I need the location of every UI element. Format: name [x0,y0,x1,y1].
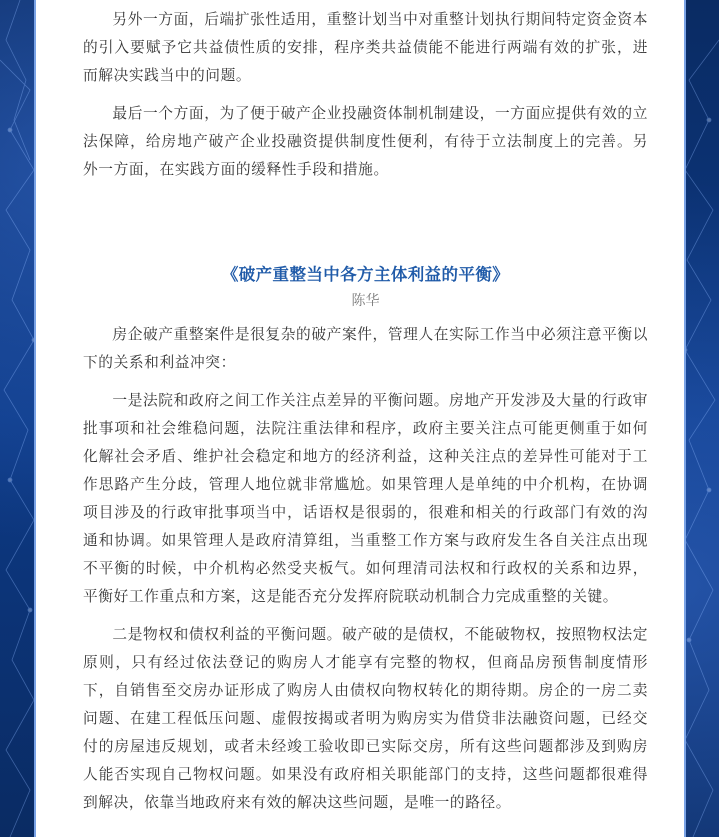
section-2 [83,262,648,817]
paragraph: 最后一个方面，为了便于破产企业投融资体制机制建设，一方面应提供有效的立法保障，给房地产破产企业投融资提供制度性便利，有待于立法制度上的完善。另外一方面，在实践方面的缓释性手段和措施。 [83,105,648,178]
paragraph: 另外一方面，后端扩张性适用，重整计划当中对重整计划执行期间特定资金资本的引入要赋予它共益债性质的安排，程序类共益债能不能进行两端有效的扩张，进而解决实践当中的问题。 [83,11,648,84]
article-paper [34,0,686,837]
section-1 [83,6,648,184]
paragraph: 二是物权和债权利益的平衡问题。破产破的是债权，不能破物权，按照物权法定原则，只有经过依法登记的购房人才能享有完整的物权，但商品房预售制度情形下，自销售至交房办证形成了购房人由债权向物权转化的期待期。房企的一房二卖问题、在建工程低压问题、虚假按揭或者明为购房实为借贷非法融资问题，已经交付的房屋违反规划，或者未经竣工验收即已实际交房，所有这些问题都涉及到购房人能否实现自己物权问题。如果没有政府相关职能部门的支持，这些问题都很难得到解决，依靠当地政府来有效的解决这些问题，是唯一的路径。 [83,626,648,811]
paragraph: 房企破产重整案件是很复杂的破产案件，管理人在实际工作当中必须注意平衡以下的关系和利益冲突： [83,326,648,371]
section-title: 《破产重整当中各方主体利益的平衡》 [221,265,510,284]
paragraph: 一是法院和政府之间工作关注点差异的平衡问题。房地产开发涉及大量的行政审批事项和社会维稳问题，法院注重法律和程序，政府主要关注点可能更侧重于如何化解社会矛盾、维护社会稳定和地方的经济利益，这种关注点的差异性可能对于工作思路产生分歧，管理人地位就非常尴尬。如果管理人是单纯的中介机构，在协调项目涉及的行政审批事项当中，话语权是很弱的，很难和相关的行政部门有效的沟通和协调。如果管理人是政府清算组，当重整工作方案与政府发生各自关注点出现不平衡的时候，中介机构必然受夹板气。如何理清司法权和行政权的关系和边界，平衡好工作重点和方案，这是能否充分发挥府院联动机制合力完成重整的关键。 [83,392,648,605]
author-name: 陈华 [351,293,380,309]
